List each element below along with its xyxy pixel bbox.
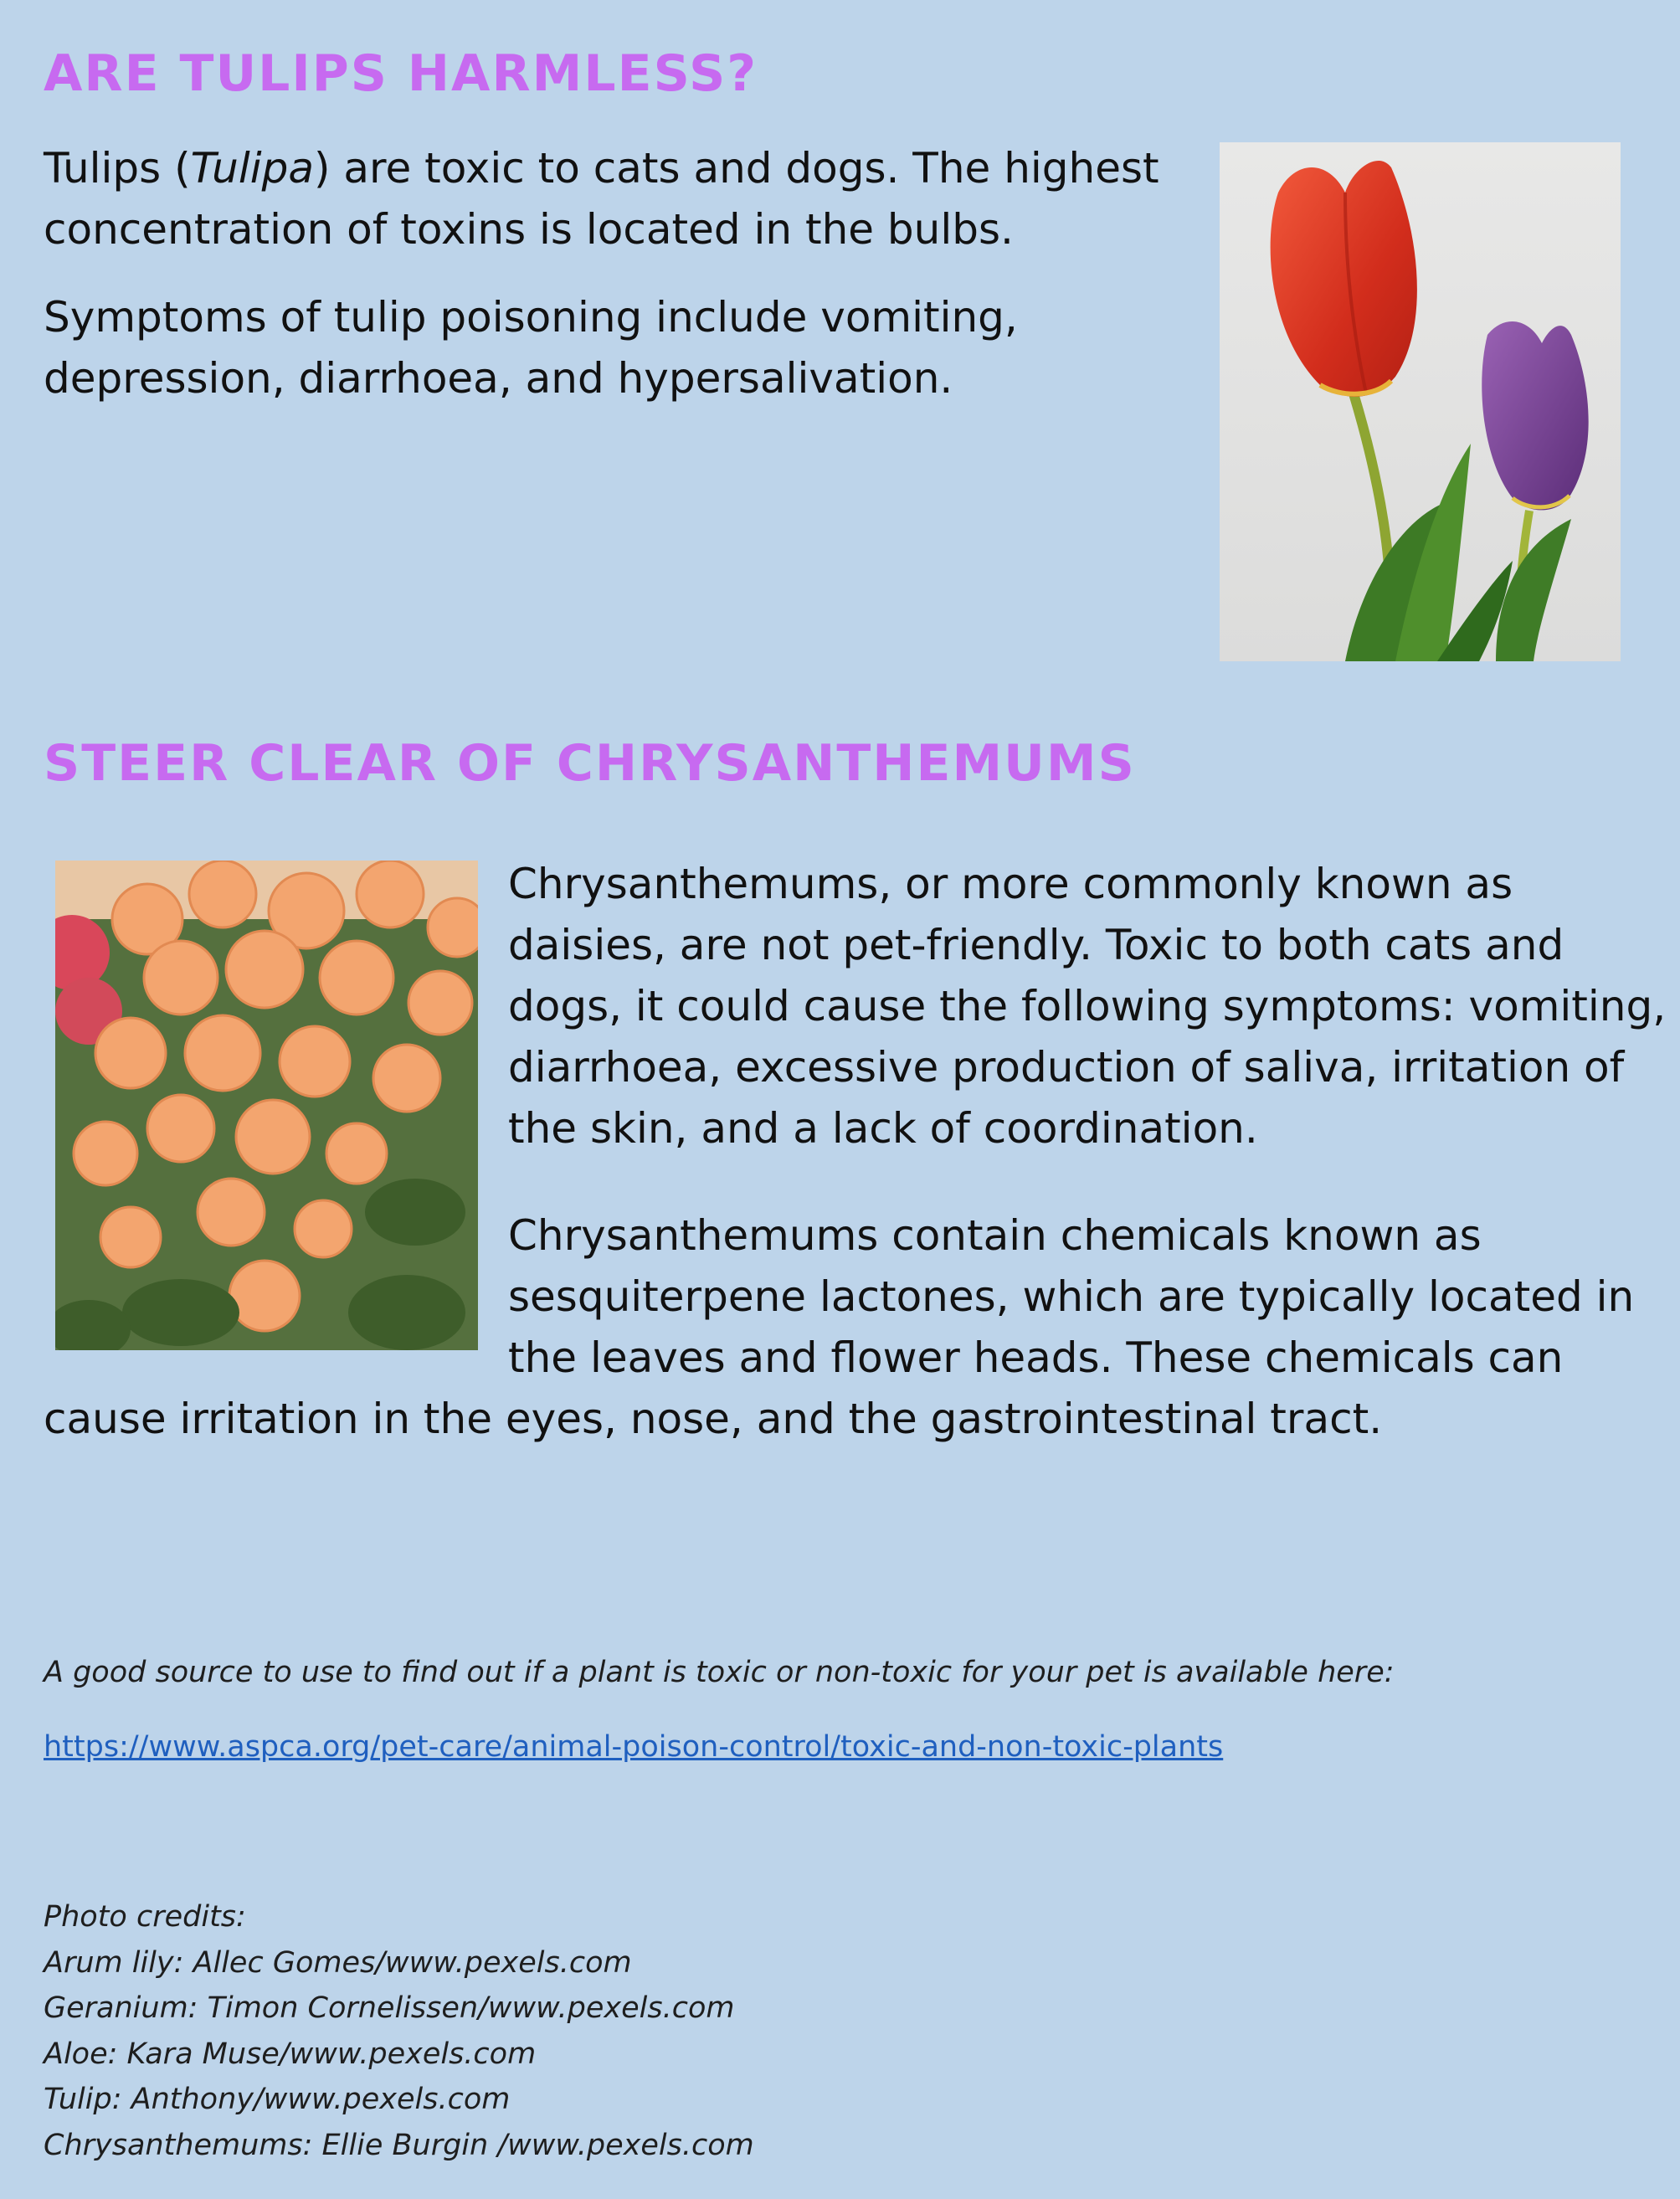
chrysanthemum-photo	[55, 861, 478, 1350]
credit-chrysanthemums: Chrysanthemums: Ellie Burgin /www.pexels.com	[44, 2128, 754, 2162]
tulip-photo	[1220, 142, 1621, 661]
chrysanthemums-paragraph-1: Chrysanthemums, or more commonly known as daisies, are not pet-friendly. Toxic to both cats and dogs, it could cause the following symptoms: vomiting, diarrhoea, excessive production of saliva, irritation of the skin, and a lack of coordination.	[508, 860, 1667, 1153]
tulips-paragraph-2: Symptoms of tulip poisoning include vomiting, depression, diarrhoea, and hypersalivation.	[44, 293, 1018, 403]
credit-geranium: Geranium: Timon Cornelissen/www.pexels.com	[44, 1991, 735, 2025]
tulips-paragraph-1	[44, 138, 1182, 260]
tulips-text-block	[44, 138, 1182, 409]
tulips-para1-prefix: Tulips (	[44, 144, 191, 193]
photo-credits-title: Photo credits:	[44, 1900, 246, 1934]
credit-arum-lily: Arum lily: Allec Gomes/www.pexels.com	[44, 1945, 632, 1980]
chrysanthemums-paragraph-2: Chrysanthemums contain chemicals known as sesquiterpene lactones, which are typically located in the leaves and flower heads. These chemicals can cause irritation in the eyes, nose, and the gastrointestinal tract.	[44, 1211, 1635, 1443]
photo-credits	[44, 1894, 754, 2168]
tulip-illustration	[1220, 142, 1621, 661]
credit-tulip: Tulip: Anthony/www.pexels.com	[44, 2083, 511, 2116]
credit-aloe: Aloe: Kara Muse/www.pexels.com	[44, 2037, 537, 2071]
chrysanthemums-heading: STEER CLEAR OF CHRYSANTHEMUMS	[44, 734, 1136, 793]
chrysanthemum-illustration	[55, 861, 478, 1350]
tulips-heading: ARE TULIPS HARMLESS?	[44, 44, 758, 103]
tulipa-latin-name: Tulipa	[190, 144, 314, 193]
tulips-para1-suffix: ) are toxic to cats and dogs. The highest concentration of toxins is located in the bulbs.	[44, 144, 1159, 254]
aspca-link[interactable]: https://www.aspca.org/pet-care/animal-poison-control/toxic-and-non-toxic-plants	[44, 1730, 1224, 1764]
chrysanthemums-text-block	[44, 854, 1672, 1496]
source-note: A good source to use to find out if a plant is toxic or non-toxic for your pet is available here:	[44, 1656, 1395, 1689]
